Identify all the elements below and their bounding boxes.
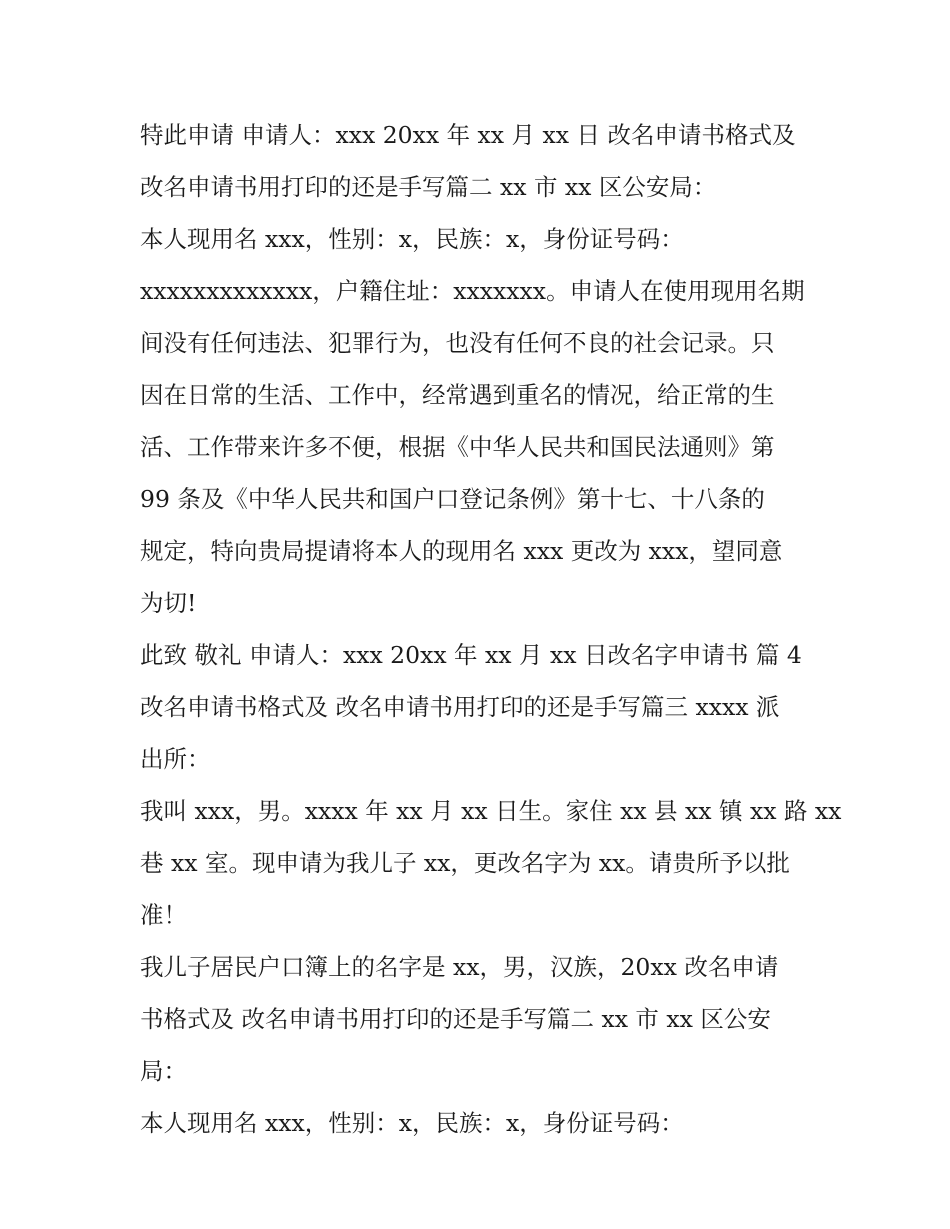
- text-line: 出所：: [140, 745, 211, 773]
- text-line: 我儿子居民户口簿上的名字是 xx，男，汉族，20xx 改名申请: [140, 953, 779, 981]
- text-line: 活、工作带来许多不便，根据《中华人民共和国民法通则》第: [140, 433, 775, 461]
- text-line: 本人现用名 xxx，性别：x，民族：x，身份证号码：: [140, 1109, 684, 1137]
- text-line: 改名申请书格式及 改名申请书用打印的还是手写篇三 xxxx 派: [140, 693, 780, 721]
- text-line: 书格式及 改名申请书用打印的还是手写篇二 xx 市 xx 区公安: [140, 1005, 771, 1033]
- text-line: 我叫 xxx，男。xxxx 年 xx 月 xx 日生。家住 xx 县 xx 镇 xx 路 xx: [140, 797, 842, 825]
- document-body: [140, 109, 842, 1149]
- text-line: 局：: [140, 1057, 187, 1085]
- text-line: 本人现用名 xxx，性别：x，民族：x，身份证号码：: [140, 225, 684, 253]
- text-line: 间没有任何违法、犯罪行为，也没有任何不良的社会记录。只: [140, 329, 775, 357]
- text-line: 为切!: [140, 589, 197, 617]
- text-line: 准！: [140, 901, 187, 929]
- text-line: xxxxxxxxxxxxx，户籍住址：xxxxxxx。申请人在使用现用名期: [140, 277, 805, 305]
- text-line: 巷 xx 室。现申请为我儿子 xx，更改名字为 xx。请贵所予以批: [140, 849, 790, 877]
- text-line: 99 条及《中华人民共和国户口登记条例》第十七、十八条的: [140, 485, 765, 513]
- text-line: 规定，特向贵局提请将本人的现用名 xxx 更改为 xxx，望同意: [140, 537, 783, 565]
- text-line: 改名申请书用打印的还是手写篇二 xx 市 xx 区公安局：: [140, 173, 717, 201]
- text-line: 此致 敬礼 申请人：xxx 20xx 年 xx 月 xx 日改名字申请书 篇 4: [140, 641, 802, 669]
- text-line: 因在日常的生活、工作中，经常遇到重名的情况，给正常的生: [140, 381, 775, 409]
- text-line: 特此申请 申请人：xxx 20xx 年 xx 月 xx 日 改名申请书格式及: [140, 121, 796, 149]
